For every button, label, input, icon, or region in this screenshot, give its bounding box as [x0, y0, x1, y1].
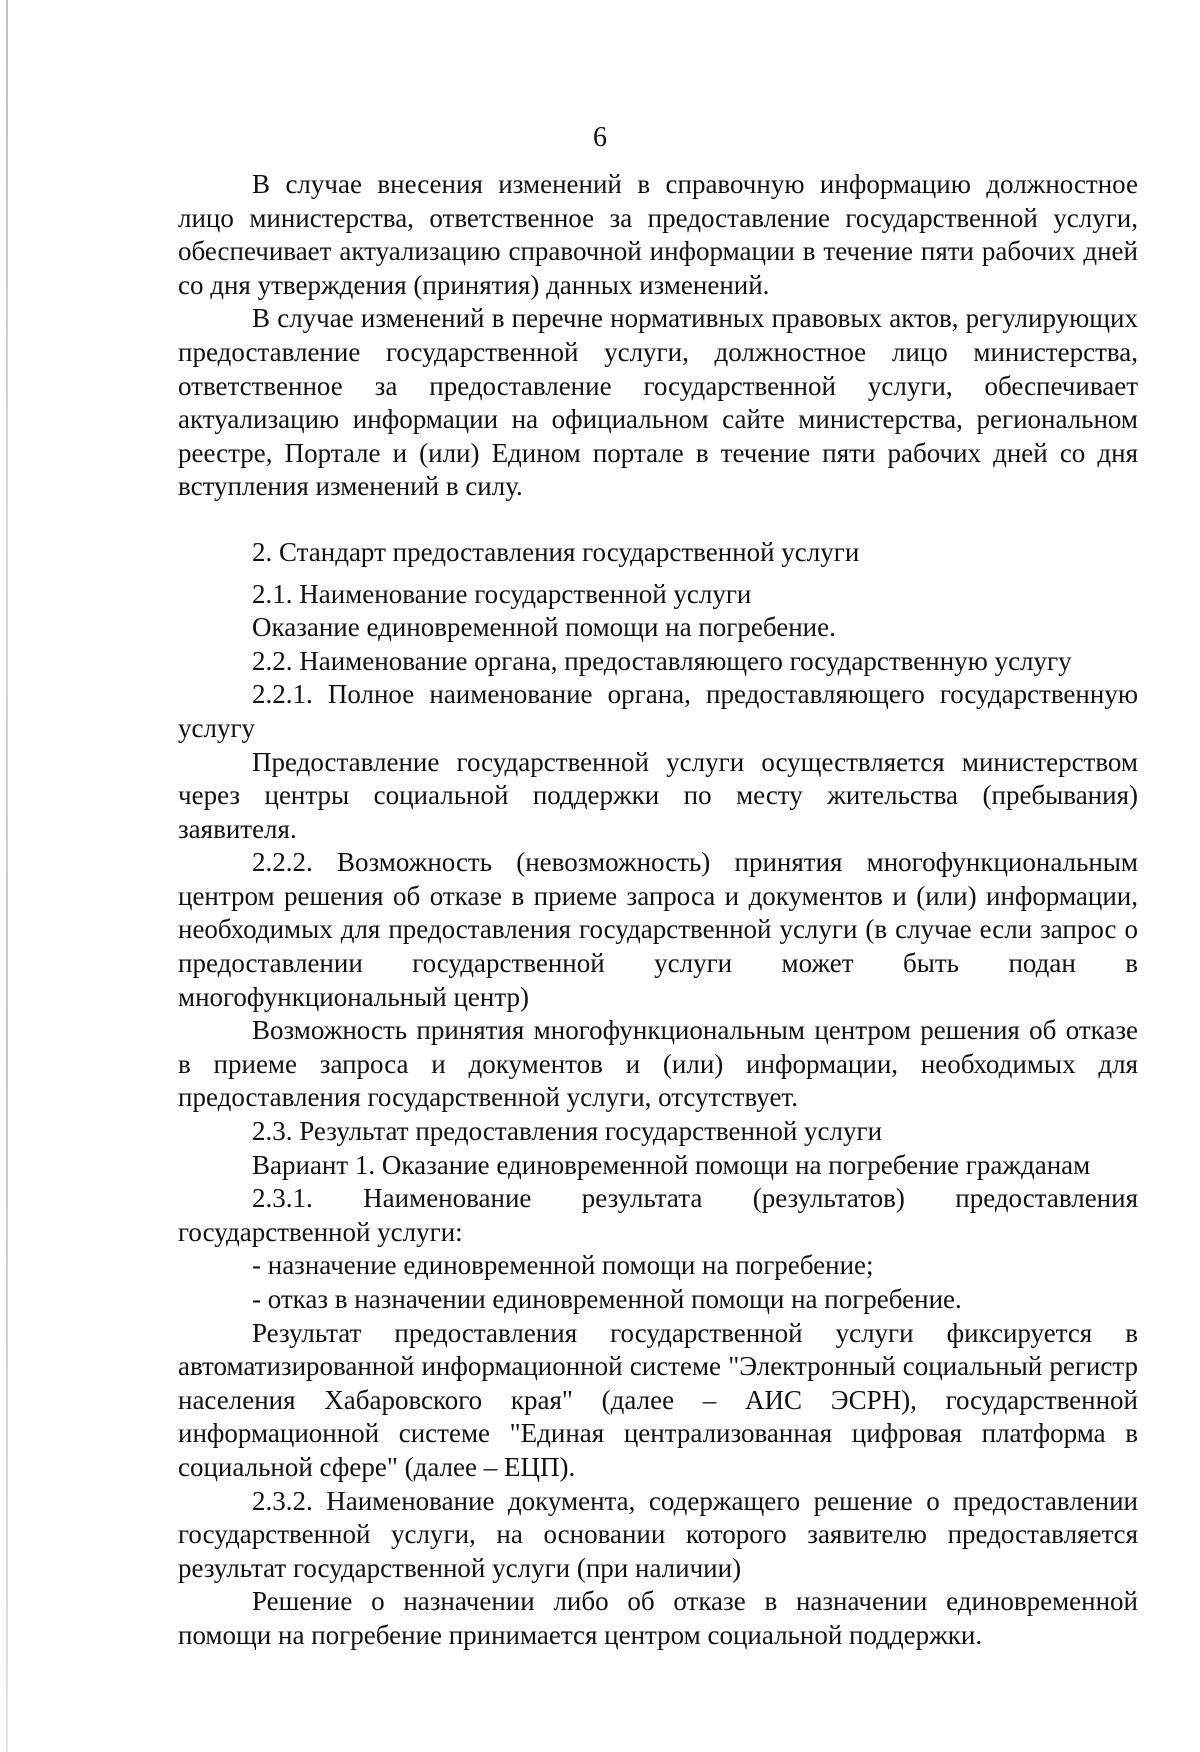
subsection-heading-full-authority-name: 2.2.1. Полное наименование органа, предоставляющего государственную услугу	[178, 679, 1138, 743]
section-heading-standard: 2. Стандарт предоставления государственной услуги	[252, 536, 860, 567]
paragraph-mfc-refusal: Возможность принятия многофункциональным центром решения об отказе в приеме запроса и документов и (или) информации, необходимых для предоставления государственной услуги, отсутствует.	[178, 1015, 1138, 1113]
subsection-heading-mfc-refusal: 2.2.2. Возможность (невозможность) принятия многофункциональным центром решения об отказе в приеме запроса и документов и (или) информации, необходимых для предоставления государственной услуги (в случае если запрос о предоставлении государственной услуги может быть подан в многофункциональный центр)	[178, 847, 1138, 1012]
subsection-heading-decision-document: 2.3.2. Наименование документа, содержащего решение о предоставлении государственной услуги, на основании которого заявителю предоставляется результат государственной услуги (при наличии)	[178, 1485, 1138, 1583]
subsection-heading-result-name: 2.3.1. Наименование результата (результатов) предоставления государственной услуги:	[178, 1183, 1138, 1247]
paragraph-service-provider: Предоставление государственной услуги осуществляется министерством через центры социальной поддержки по месту жительства (пребывания) заявителя.	[178, 746, 1138, 844]
subsection-heading-authority-name: 2.2. Наименование органа, предоставляющего государственную услугу	[252, 645, 1072, 676]
list-item-assignment: - назначение единовременной помощи на погребение;	[252, 1250, 874, 1281]
document-body	[178, 168, 1138, 1653]
paragraph-legal-acts-update: В случае изменений в перечне нормативных правовых актов, регулирующих предоставление государственной услуги, должностное лицо министерства, ответственное за предоставление государственной услуги, обеспечивает актуализацию информации на официальном сайте министерства, региональном реестре, Портале и (или) Едином портале в течение пяти рабочих дней со дня вступления изменений в силу.	[178, 303, 1138, 502]
paragraph-variant-1: Вариант 1. Оказание единовременной помощи на погребение гражданам	[252, 1149, 1091, 1180]
paragraph-service-name: Оказание единовременной помощи на погребение.	[252, 612, 836, 643]
paragraph-reference-info-update: В случае внесения изменений в справочную информацию должностное лицо министерства, ответственное за предоставление государственной услуги, обеспечивает актуализацию справочной информации в течение пяти рабочих дней со дня утверждения (принятия) данных изменений.	[178, 169, 1138, 300]
list-item-refusal: - отказ в назначении единовременной помощи на погребение.	[252, 1284, 962, 1314]
paragraph-decision: Решение о назначении либо об отказе в назначении единовременной помощи на погребение принимается центром социальной поддержки.	[178, 1586, 1138, 1650]
page-number: 6	[593, 122, 607, 153]
scan-edge-line	[6, 0, 8, 1752]
paragraph-result-recording: Результат предоставления государственной услуги фиксируется в автоматизированной информационной системе "Электронный социальный регистр населения Хабаровского края" (далее – АИС ЭСРН), государственной информационной системе "Единая централизованная цифровая платформа в социальной сфере" (далее – ЕЦП).	[178, 1317, 1138, 1482]
subsection-heading-result: 2.3. Результат предоставления государственной услуги	[252, 1116, 883, 1147]
subsection-heading-service-name: 2.1. Наименование государственной услуги	[252, 578, 752, 609]
